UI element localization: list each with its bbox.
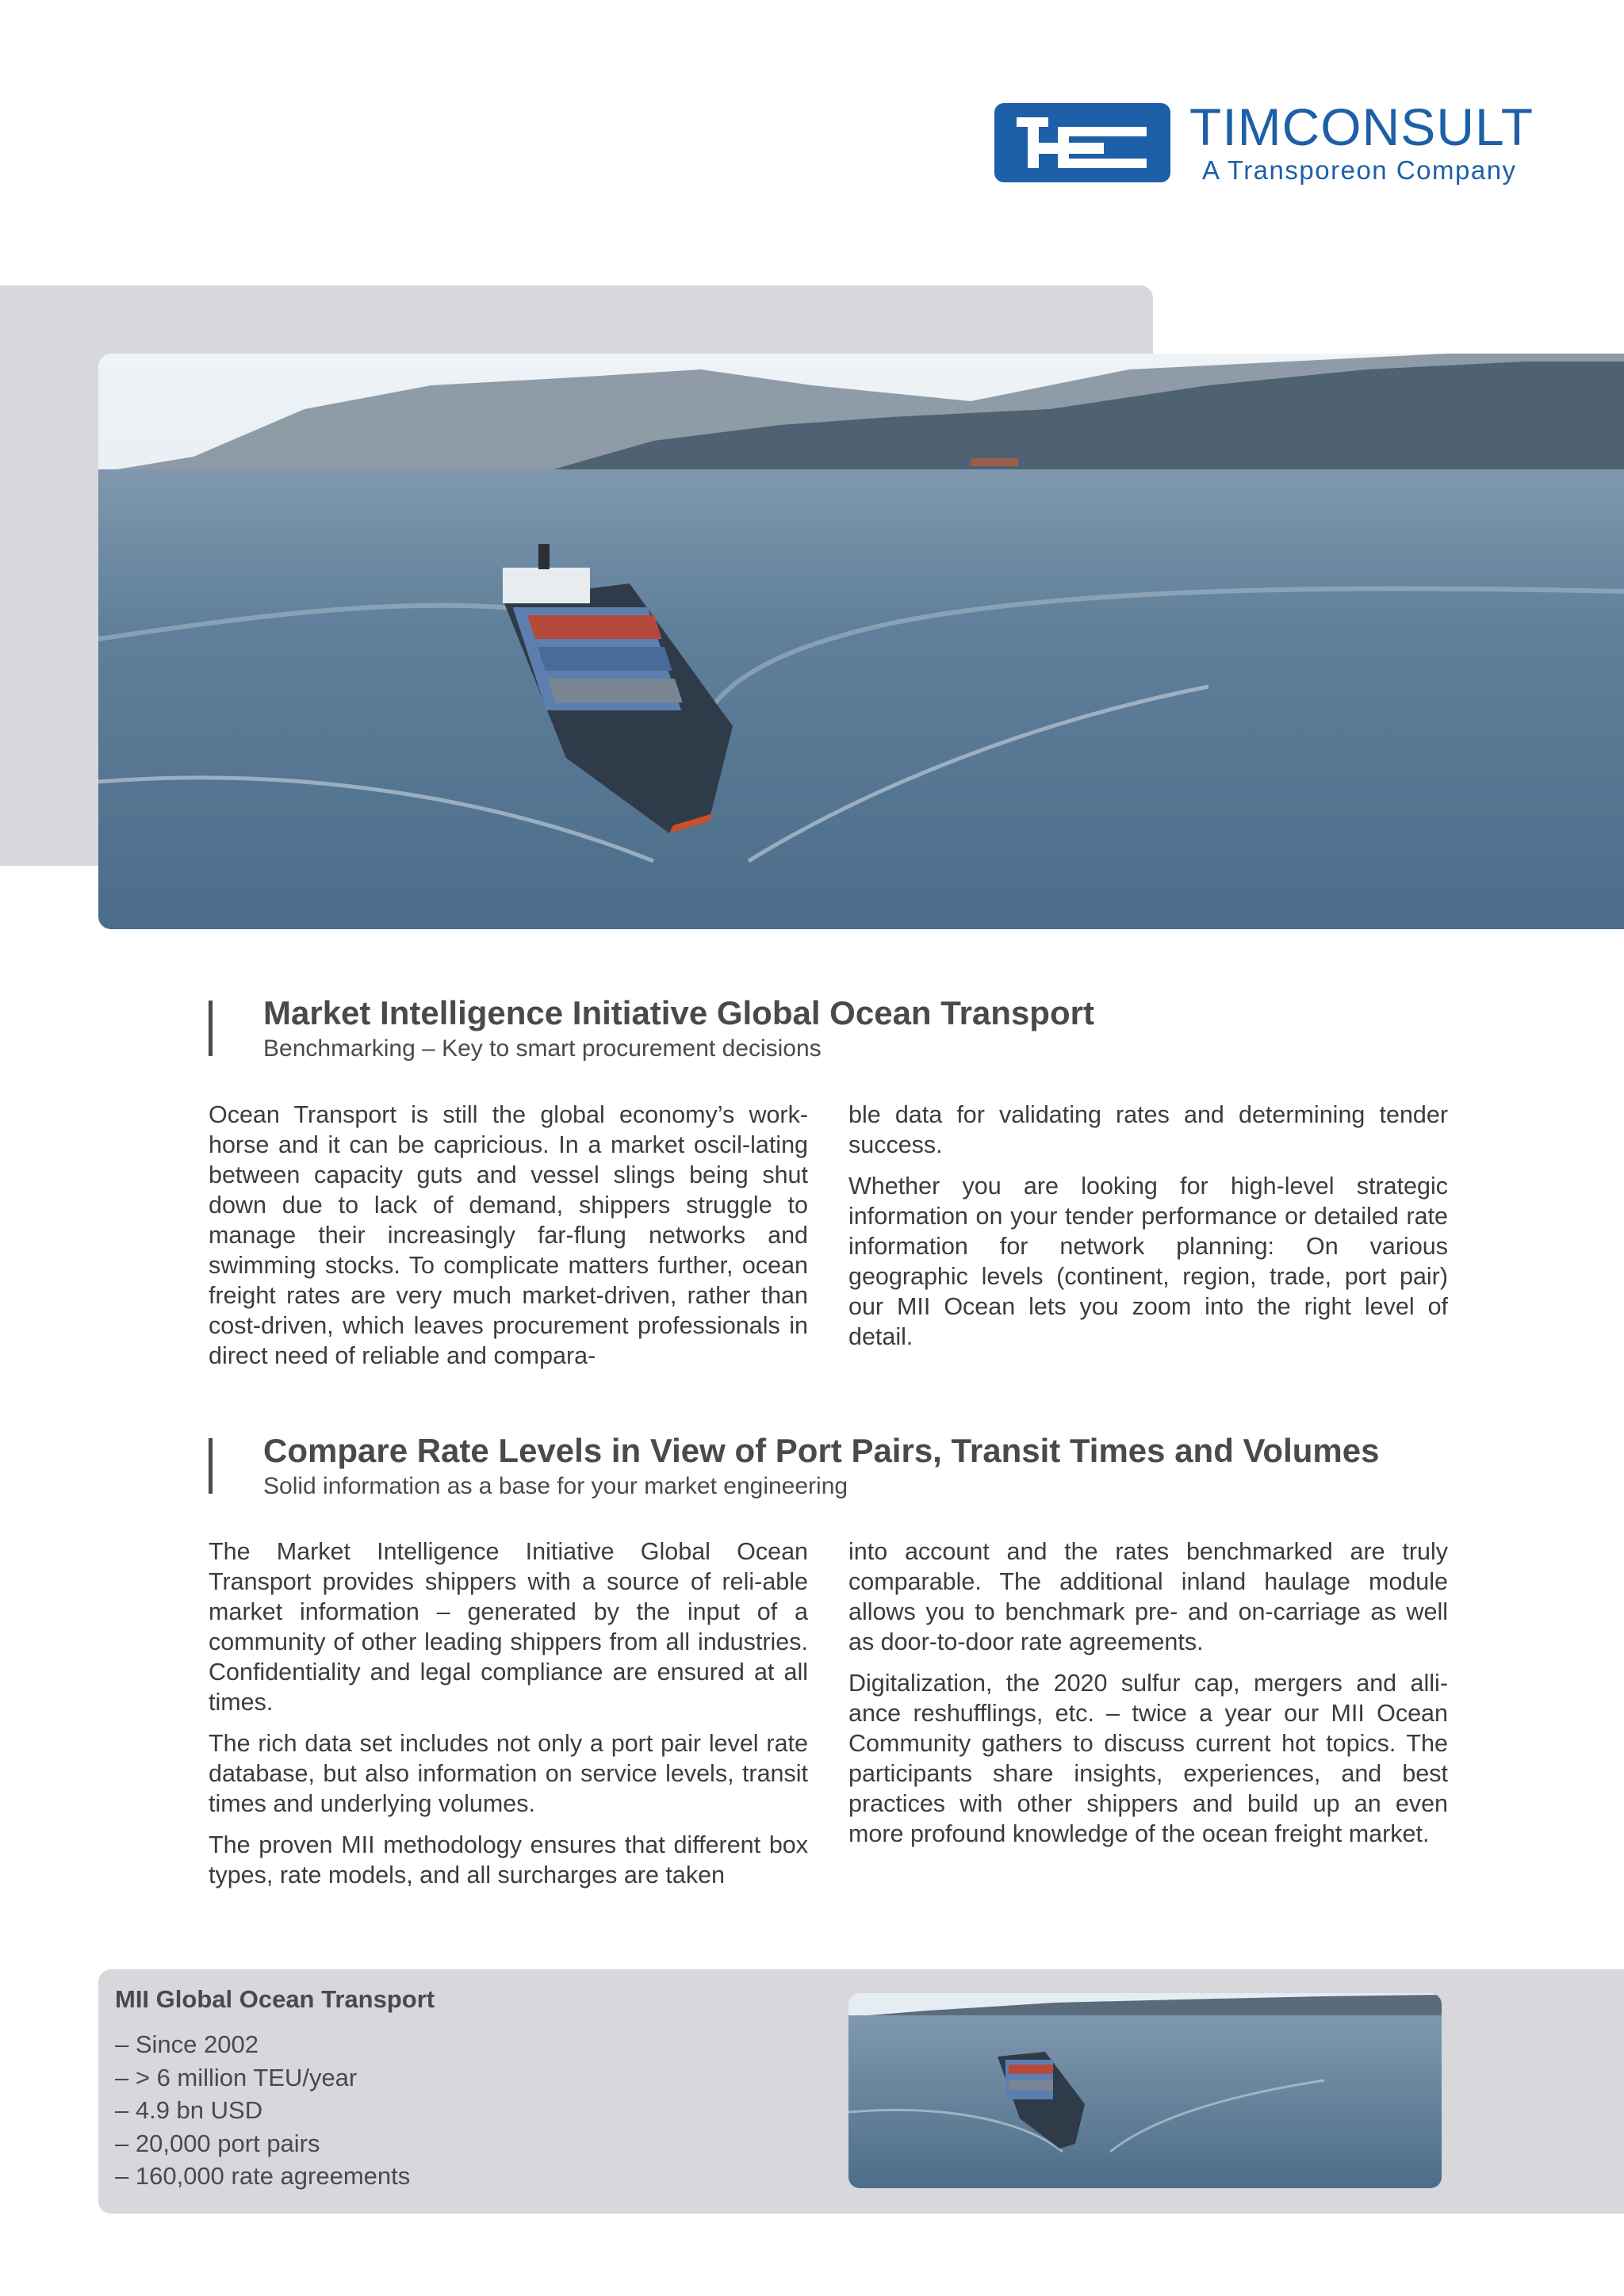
paragraph: into account and the rates benchmarked are truly comparable. The additional inland haulage module allows you to benchmark pre- and on-carriage as well as door-to-door rate agreements.: [848, 1538, 1448, 1655]
paragraph: The rich data set includes not only a port pair level rate database, but also information on service levels, transit times and underlying volumes.: [209, 1730, 808, 1817]
section-subtitle: Benchmarking – Key to smart procurement decisions: [263, 1035, 822, 1062]
paragraph: The proven MII methodology ensures that different box types, rate models, and all surcharges are taken: [209, 1831, 808, 1888]
paragraph: ble data for validating rates and determining tender success.: [848, 1101, 1448, 1158]
facts-list: [115, 2028, 410, 2193]
paragraph: Whether you are looking for high-level strategic information on your tender performance or detailed rate information for network planning: On various geographic levels (continent, region, trade, port pair) our MII Ocean lets you zoom into the right level of detail.: [848, 1173, 1448, 1350]
section-divider-bar: [209, 1438, 213, 1494]
list-item: – > 6 million TEU/year: [115, 2063, 358, 2091]
section1-left-column: [209, 1100, 808, 1382]
list-item: – 4.9 bn USD: [115, 2096, 263, 2124]
hero-ship-photo: [98, 354, 1624, 929]
section2-right-column: [848, 1536, 1448, 1860]
section-title: Market Intelligence Initiative Global Ocean Transport: [263, 994, 1094, 1031]
facts-ship-photo: [848, 1993, 1442, 2188]
section-divider-bar: [209, 1001, 213, 1056]
list-item: – 20,000 port pairs: [115, 2129, 320, 2157]
brand-tagline: A Transporeon Company: [1202, 155, 1517, 185]
brand-name: TIMCONSULT: [1189, 98, 1534, 156]
facts-title: MII Global Ocean Transport: [115, 1985, 435, 2013]
section-subtitle: Solid information as a base for your market engineering: [263, 1473, 848, 1499]
section2-left-column: [209, 1536, 808, 1901]
company-logo: [994, 98, 1534, 197]
tc-logo-mark-icon: [994, 103, 1170, 182]
paragraph: Ocean Transport is still the global economy’s work-horse and it can be capricious. In a market oscil-lating between capacity guts and vessel slings being shut down due to lack of demand, shippers struggle to manage their increasingly far-flung networks and swimming stocks. To complicate matters further, ocean freight rates are very much market-driven, rather than cost-driven, which leaves procurement professionals in direct need of reliable and compara-: [209, 1101, 808, 1369]
paragraph: Digitalization, the 2020 sulfur cap, mergers and alli-ance reshufflings, etc. – twice a year our MII Ocean Community gathers to discuss current hot topics. The participants share insights, experiences, and best practices with other shippers and build up an even more profound knowledge of the ocean freight market.: [848, 1670, 1448, 1847]
paragraph: The Market Intelligence Initiative Global Ocean Transport provides shippers with a source of reli-able market information – generated by the input of a community of other leading shippers from all industries. Confidentiality and legal compliance are ensured at all times.: [209, 1538, 808, 1716]
section-title: Compare Rate Levels in View of Port Pairs, Transit Times and Volumes: [263, 1432, 1380, 1469]
list-item: – 160,000 rate agreements: [115, 2162, 411, 2190]
section1-right-column: [848, 1100, 1448, 1363]
list-item: – Since 2002: [115, 2030, 259, 2058]
